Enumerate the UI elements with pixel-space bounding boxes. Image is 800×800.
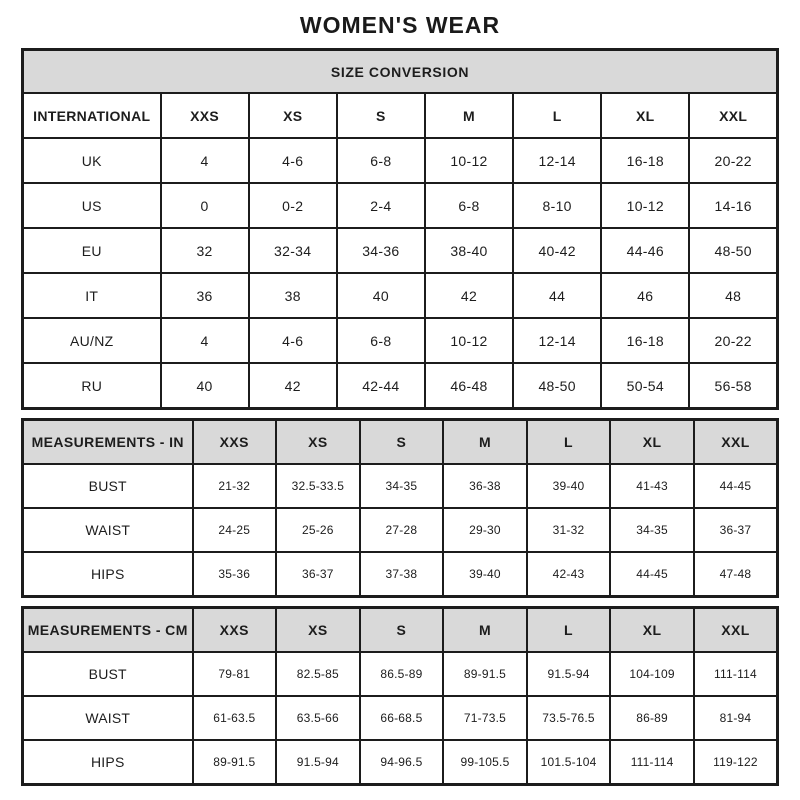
- table-row-eu: [23, 228, 778, 273]
- table-cell: 37-38: [360, 552, 444, 597]
- table-cell: 16-18: [601, 138, 689, 183]
- row-label-it: IT: [23, 273, 161, 318]
- column-header-l: L: [527, 608, 611, 653]
- table-cell: 119-122: [694, 740, 778, 785]
- size-conversion-banner-row: [23, 50, 778, 94]
- table-cell: 48: [689, 273, 777, 318]
- table-cell: 0-2: [249, 183, 337, 228]
- table-cell: 12-14: [513, 318, 601, 363]
- measurements-cm-title: MEASUREMENTS - CM: [23, 608, 193, 653]
- table-cell: 32-34: [249, 228, 337, 273]
- table-cell: 34-36: [337, 228, 425, 273]
- table-cell: 46-48: [425, 363, 513, 409]
- table-cell: 47-48: [694, 552, 778, 597]
- column-header-xxs: XXS: [161, 93, 249, 138]
- column-header-l: L: [513, 93, 601, 138]
- table-cell: 36: [161, 273, 249, 318]
- table-cell: 36-37: [694, 508, 778, 552]
- table-row-it: [23, 273, 778, 318]
- table-cell: 56-58: [689, 363, 777, 409]
- table-cell: 12-14: [513, 138, 601, 183]
- table-cell: 4-6: [249, 318, 337, 363]
- row-label-bust: BUST: [23, 652, 193, 696]
- table-cell: 104-109: [610, 652, 694, 696]
- table-cell: 6-8: [425, 183, 513, 228]
- column-header-m: M: [425, 93, 513, 138]
- table-cell: 34-35: [360, 464, 444, 508]
- column-header-xl: XL: [610, 608, 694, 653]
- measurements-in-title: MEASUREMENTS - IN: [23, 420, 193, 465]
- table-cell: 48-50: [689, 228, 777, 273]
- measurements-in-table: [21, 418, 779, 598]
- table-cell: 48-50: [513, 363, 601, 409]
- row-label-waist: WAIST: [23, 696, 193, 740]
- table-cell: 4-6: [249, 138, 337, 183]
- table-cell: 89-91.5: [193, 740, 277, 785]
- table-cell: 61-63.5: [193, 696, 277, 740]
- table-cell: 66-68.5: [360, 696, 444, 740]
- table-cell: 29-30: [443, 508, 527, 552]
- table-cell: 38: [249, 273, 337, 318]
- table-cell: 20-22: [689, 318, 777, 363]
- table-cell: 39-40: [443, 552, 527, 597]
- table-cell: 41-43: [610, 464, 694, 508]
- table-cell: 81-94: [694, 696, 778, 740]
- column-header-xxl: XXL: [689, 93, 777, 138]
- table-cell: 111-114: [610, 740, 694, 785]
- table-row-waist-cm: [23, 696, 778, 740]
- column-header-xs: XS: [249, 93, 337, 138]
- table-cell: 8-10: [513, 183, 601, 228]
- table-cell: 20-22: [689, 138, 777, 183]
- table-cell: 27-28: [360, 508, 444, 552]
- column-header-m: M: [443, 608, 527, 653]
- table-cell: 79-81: [193, 652, 277, 696]
- table-cell: 38-40: [425, 228, 513, 273]
- table-row-us: [23, 183, 778, 228]
- table-cell: 16-18: [601, 318, 689, 363]
- column-header-s: S: [360, 420, 444, 465]
- table-row-aunz: [23, 318, 778, 363]
- table-row-bust-in: [23, 464, 778, 508]
- size-conversion-header-row: [23, 93, 778, 138]
- table-row-bust-cm: [23, 652, 778, 696]
- row-label-us: US: [23, 183, 161, 228]
- table-cell: 39-40: [527, 464, 611, 508]
- table-row-waist-in: [23, 508, 778, 552]
- measurements-in-header-row: [23, 420, 778, 465]
- column-header-xs: XS: [276, 420, 360, 465]
- table-cell: 4: [161, 138, 249, 183]
- table-cell: 101.5-104: [527, 740, 611, 785]
- table-row-ru: [23, 363, 778, 409]
- table-cell: 6-8: [337, 318, 425, 363]
- size-conversion-table: [21, 48, 779, 410]
- table-cell: 4: [161, 318, 249, 363]
- table-cell: 44: [513, 273, 601, 318]
- table-cell: 40-42: [513, 228, 601, 273]
- table-cell: 86.5-89: [360, 652, 444, 696]
- table-cell: 91.5-94: [276, 740, 360, 785]
- table-cell: 42-44: [337, 363, 425, 409]
- table-row-hips-in: [23, 552, 778, 597]
- column-header-m: M: [443, 420, 527, 465]
- table-cell: 63.5-66: [276, 696, 360, 740]
- table-cell: 32.5-33.5: [276, 464, 360, 508]
- table-cell: 10-12: [601, 183, 689, 228]
- column-header-international: INTERNATIONAL: [23, 93, 161, 138]
- table-cell: 40: [161, 363, 249, 409]
- table-cell: 6-8: [337, 138, 425, 183]
- table-cell: 40: [337, 273, 425, 318]
- table-cell: 10-12: [425, 138, 513, 183]
- table-cell: 71-73.5: [443, 696, 527, 740]
- table-cell: 50-54: [601, 363, 689, 409]
- row-label-hips: HIPS: [23, 740, 193, 785]
- table-cell: 94-96.5: [360, 740, 444, 785]
- table-cell: 36-38: [443, 464, 527, 508]
- page-title: WOMEN'S WEAR: [299, 12, 501, 38]
- table-cell: 42: [425, 273, 513, 318]
- row-label-eu: EU: [23, 228, 161, 273]
- table-cell: 10-12: [425, 318, 513, 363]
- column-header-xl: XL: [601, 93, 689, 138]
- table-cell: 21-32: [193, 464, 277, 508]
- row-label-aunz: AU/NZ: [23, 318, 161, 363]
- table-row-hips-cm: [23, 740, 778, 785]
- row-label-uk: UK: [23, 138, 161, 183]
- column-header-xxs: XXS: [193, 420, 277, 465]
- table-cell: 44-46: [601, 228, 689, 273]
- table-cell: 42: [249, 363, 337, 409]
- table-cell: 46: [601, 273, 689, 318]
- column-header-xxl: XXL: [694, 420, 778, 465]
- table-cell: 89-91.5: [443, 652, 527, 696]
- column-header-xxl: XXL: [694, 608, 778, 653]
- table-cell: 44-45: [694, 464, 778, 508]
- table-cell: 44-45: [610, 552, 694, 597]
- table-cell: 35-36: [193, 552, 277, 597]
- column-header-xs: XS: [276, 608, 360, 653]
- column-header-l: L: [527, 420, 611, 465]
- table-cell: 86-89: [610, 696, 694, 740]
- table-row-uk: [23, 138, 778, 183]
- table-cell: 2-4: [337, 183, 425, 228]
- measurements-cm-table: [21, 606, 779, 786]
- column-header-xxs: XXS: [193, 608, 277, 653]
- table-cell: 111-114: [694, 652, 778, 696]
- column-header-s: S: [360, 608, 444, 653]
- size-conversion-banner: SIZE CONVERSION: [23, 50, 778, 94]
- table-cell: 91.5-94: [527, 652, 611, 696]
- table-cell: 24-25: [193, 508, 277, 552]
- table-cell: 36-37: [276, 552, 360, 597]
- row-label-hips: HIPS: [23, 552, 193, 597]
- table-cell: 73.5-76.5: [527, 696, 611, 740]
- row-label-bust: BUST: [23, 464, 193, 508]
- table-cell: 14-16: [689, 183, 777, 228]
- table-cell: 34-35: [610, 508, 694, 552]
- row-label-ru: RU: [23, 363, 161, 409]
- table-cell: 32: [161, 228, 249, 273]
- row-label-waist: WAIST: [23, 508, 193, 552]
- column-header-xl: XL: [610, 420, 694, 465]
- column-header-s: S: [337, 93, 425, 138]
- table-cell: 31-32: [527, 508, 611, 552]
- table-cell: 42-43: [527, 552, 611, 597]
- table-cell: 0: [161, 183, 249, 228]
- table-cell: 99-105.5: [443, 740, 527, 785]
- table-cell: 25-26: [276, 508, 360, 552]
- table-cell: 82.5-85: [276, 652, 360, 696]
- measurements-cm-header-row: [23, 608, 778, 653]
